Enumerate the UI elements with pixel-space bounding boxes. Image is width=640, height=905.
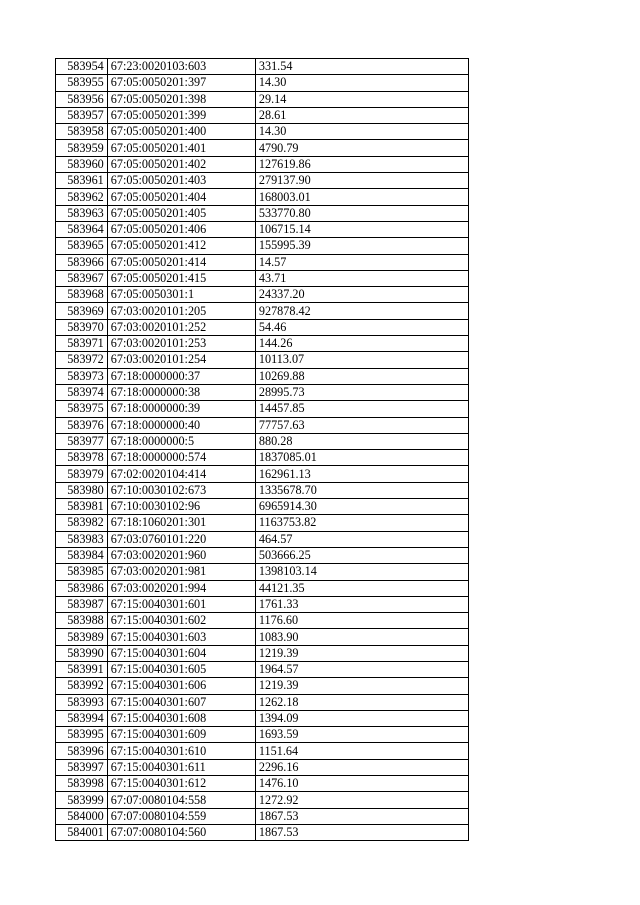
table-row (56, 694, 469, 710)
cadastral-number-cell: 67:05:0050201:397 (107, 75, 255, 91)
table-row (56, 124, 469, 140)
table-row (56, 59, 469, 75)
row-id-cell: 583966 (56, 254, 108, 270)
cadastral-number-cell: 67:15:0040301:609 (107, 727, 255, 743)
cadastral-number-cell: 67:07:0080104:560 (107, 824, 255, 840)
row-id-cell: 583981 (56, 499, 108, 515)
value-cell: 1394.09 (255, 710, 468, 726)
row-id-cell: 583983 (56, 531, 108, 547)
value-cell: 927878.42 (255, 303, 468, 319)
table-row (56, 156, 469, 172)
cadastral-number-cell: 67:18:0000000:574 (107, 450, 255, 466)
cadastral-number-cell: 67:05:0050201:401 (107, 140, 255, 156)
cadastral-number-cell: 67:05:0050201:412 (107, 238, 255, 254)
row-id-cell: 583995 (56, 727, 108, 743)
table-row (56, 645, 469, 661)
row-id-cell: 583993 (56, 694, 108, 710)
cadastral-number-cell: 67:18:0000000:40 (107, 417, 255, 433)
table-row (56, 580, 469, 596)
table-row (56, 433, 469, 449)
value-cell: 43.71 (255, 270, 468, 286)
row-id-cell: 583968 (56, 287, 108, 303)
cadastral-number-cell: 67:03:0020201:960 (107, 547, 255, 563)
row-id-cell: 583956 (56, 91, 108, 107)
value-cell: 10113.07 (255, 352, 468, 368)
table-row (56, 303, 469, 319)
row-id-cell: 583990 (56, 645, 108, 661)
value-cell: 14.30 (255, 124, 468, 140)
cadastral-number-cell: 67:15:0040301:606 (107, 678, 255, 694)
table-row (56, 368, 469, 384)
row-id-cell: 583984 (56, 547, 108, 563)
value-cell: 155995.39 (255, 238, 468, 254)
row-id-cell: 583985 (56, 564, 108, 580)
table-row (56, 384, 469, 400)
value-cell: 44121.35 (255, 580, 468, 596)
row-id-cell: 583957 (56, 107, 108, 123)
value-cell: 1219.39 (255, 645, 468, 661)
cadastral-number-cell: 67:02:0020104:414 (107, 466, 255, 482)
data-table (55, 58, 469, 841)
value-cell: 331.54 (255, 59, 468, 75)
cadastral-number-cell: 67:07:0080104:558 (107, 792, 255, 808)
row-id-cell: 584000 (56, 808, 108, 824)
value-cell: 1476.10 (255, 776, 468, 792)
cadastral-number-cell: 67:07:0080104:559 (107, 808, 255, 824)
table-row (56, 499, 469, 515)
value-cell: 1335678.70 (255, 482, 468, 498)
value-cell: 28995.73 (255, 384, 468, 400)
row-id-cell: 583961 (56, 173, 108, 189)
value-cell: 4790.79 (255, 140, 468, 156)
table-row (56, 564, 469, 580)
table-row (56, 743, 469, 759)
table-row (56, 710, 469, 726)
table-row (56, 596, 469, 612)
cadastral-number-cell: 67:18:0000000:39 (107, 401, 255, 417)
value-cell: 464.57 (255, 531, 468, 547)
value-cell: 279137.90 (255, 173, 468, 189)
cadastral-number-cell: 67:15:0040301:608 (107, 710, 255, 726)
table-row (56, 352, 469, 368)
cadastral-number-cell: 67:05:0050201:414 (107, 254, 255, 270)
cadastral-number-cell: 67:15:0040301:611 (107, 759, 255, 775)
cadastral-number-cell: 67:03:0020201:994 (107, 580, 255, 596)
cadastral-number-cell: 67:05:0050201:404 (107, 189, 255, 205)
table-row (56, 189, 469, 205)
table-row (56, 450, 469, 466)
table-row (56, 678, 469, 694)
table-row (56, 629, 469, 645)
cadastral-number-cell: 67:15:0040301:612 (107, 776, 255, 792)
cadastral-number-cell: 67:03:0020101:253 (107, 336, 255, 352)
table-row (56, 759, 469, 775)
cadastral-number-cell: 67:15:0040301:603 (107, 629, 255, 645)
cadastral-number-cell: 67:15:0040301:605 (107, 661, 255, 677)
value-cell: 28.61 (255, 107, 468, 123)
row-id-cell: 583999 (56, 792, 108, 808)
table-row (56, 91, 469, 107)
row-id-cell: 583986 (56, 580, 108, 596)
value-cell: 14.57 (255, 254, 468, 270)
table-row (56, 792, 469, 808)
row-id-cell: 583978 (56, 450, 108, 466)
row-id-cell: 583989 (56, 629, 108, 645)
value-cell: 127619.86 (255, 156, 468, 172)
value-cell: 503666.25 (255, 547, 468, 563)
cadastral-number-cell: 67:15:0040301:602 (107, 613, 255, 629)
cadastral-number-cell: 67:15:0040301:604 (107, 645, 255, 661)
row-id-cell: 583960 (56, 156, 108, 172)
value-cell: 54.46 (255, 319, 468, 335)
cadastral-number-cell: 67:03:0020101:254 (107, 352, 255, 368)
table-row (56, 401, 469, 417)
row-id-cell: 583975 (56, 401, 108, 417)
row-id-cell: 583963 (56, 205, 108, 221)
cadastral-number-cell: 67:05:0050301:1 (107, 287, 255, 303)
row-id-cell: 583971 (56, 336, 108, 352)
table-row (56, 75, 469, 91)
row-id-cell: 583955 (56, 75, 108, 91)
table-row (56, 808, 469, 824)
table-row (56, 140, 469, 156)
cadastral-number-cell: 67:10:0030102:96 (107, 499, 255, 515)
row-id-cell: 583974 (56, 384, 108, 400)
cadastral-number-cell: 67:05:0050201:403 (107, 173, 255, 189)
cadastral-number-cell: 67:05:0050201:406 (107, 221, 255, 237)
value-cell: 14457.85 (255, 401, 468, 417)
value-cell: 1219.39 (255, 678, 468, 694)
table-row (56, 221, 469, 237)
cadastral-number-cell: 67:05:0050201:398 (107, 91, 255, 107)
table-row (56, 547, 469, 563)
cadastral-number-cell: 67:15:0040301:607 (107, 694, 255, 710)
value-cell: 162961.13 (255, 466, 468, 482)
table-row (56, 254, 469, 270)
table-row (56, 515, 469, 531)
row-id-cell: 583980 (56, 482, 108, 498)
value-cell: 1761.33 (255, 596, 468, 612)
table-row (56, 776, 469, 792)
table-row (56, 336, 469, 352)
row-id-cell: 583972 (56, 352, 108, 368)
row-id-cell: 583992 (56, 678, 108, 694)
row-id-cell: 583959 (56, 140, 108, 156)
cadastral-number-cell: 67:05:0050201:415 (107, 270, 255, 286)
row-id-cell: 583967 (56, 270, 108, 286)
value-cell: 1964.57 (255, 661, 468, 677)
value-cell: 29.14 (255, 91, 468, 107)
table-row (56, 661, 469, 677)
table-row (56, 205, 469, 221)
cadastral-number-cell: 67:18:0000000:5 (107, 433, 255, 449)
row-id-cell: 583979 (56, 466, 108, 482)
table-row (56, 613, 469, 629)
value-cell: 77757.63 (255, 417, 468, 433)
table-row (56, 238, 469, 254)
cadastral-number-cell: 67:03:0020101:205 (107, 303, 255, 319)
table-row (56, 417, 469, 433)
cadastral-number-cell: 67:18:0000000:38 (107, 384, 255, 400)
cadastral-number-cell: 67:15:0040301:610 (107, 743, 255, 759)
row-id-cell: 583969 (56, 303, 108, 319)
value-cell: 1837085.01 (255, 450, 468, 466)
row-id-cell: 583973 (56, 368, 108, 384)
value-cell: 6965914.30 (255, 499, 468, 515)
value-cell: 1176.60 (255, 613, 468, 629)
table-row (56, 824, 469, 840)
table-row (56, 107, 469, 123)
value-cell: 1083.90 (255, 629, 468, 645)
cadastral-number-cell: 67:10:0030102:673 (107, 482, 255, 498)
row-id-cell: 583994 (56, 710, 108, 726)
value-cell: 1693.59 (255, 727, 468, 743)
row-id-cell: 583996 (56, 743, 108, 759)
cadastral-number-cell: 67:18:0000000:37 (107, 368, 255, 384)
cadastral-number-cell: 67:18:1060201:301 (107, 515, 255, 531)
table-row (56, 727, 469, 743)
cadastral-number-cell: 67:03:0020201:981 (107, 564, 255, 580)
value-cell: 106715.14 (255, 221, 468, 237)
cadastral-number-cell: 67:15:0040301:601 (107, 596, 255, 612)
table-row (56, 531, 469, 547)
row-id-cell: 583964 (56, 221, 108, 237)
row-id-cell: 583998 (56, 776, 108, 792)
value-cell: 144.26 (255, 336, 468, 352)
row-id-cell: 583976 (56, 417, 108, 433)
table-row (56, 270, 469, 286)
row-id-cell: 583958 (56, 124, 108, 140)
value-cell: 1262.18 (255, 694, 468, 710)
row-id-cell: 583970 (56, 319, 108, 335)
cadastral-number-cell: 67:05:0050201:405 (107, 205, 255, 221)
table-row (56, 173, 469, 189)
value-cell: 1151.64 (255, 743, 468, 759)
value-cell: 1867.53 (255, 808, 468, 824)
value-cell: 2296.16 (255, 759, 468, 775)
row-id-cell: 583977 (56, 433, 108, 449)
cadastral-number-cell: 67:05:0050201:399 (107, 107, 255, 123)
table-row (56, 287, 469, 303)
row-id-cell: 583987 (56, 596, 108, 612)
value-cell: 1272.92 (255, 792, 468, 808)
value-cell: 10269.88 (255, 368, 468, 384)
cadastral-number-cell: 67:03:0020101:252 (107, 319, 255, 335)
value-cell: 168003.01 (255, 189, 468, 205)
value-cell: 533770.80 (255, 205, 468, 221)
value-cell: 14.30 (255, 75, 468, 91)
cadastral-number-cell: 67:03:0760101:220 (107, 531, 255, 547)
row-id-cell: 583965 (56, 238, 108, 254)
table-body (56, 59, 469, 841)
value-cell: 24337.20 (255, 287, 468, 303)
table-row (56, 482, 469, 498)
row-id-cell: 583982 (56, 515, 108, 531)
row-id-cell: 583997 (56, 759, 108, 775)
cadastral-number-cell: 67:05:0050201:400 (107, 124, 255, 140)
row-id-cell: 584001 (56, 824, 108, 840)
row-id-cell: 583954 (56, 59, 108, 75)
table-row (56, 319, 469, 335)
cadastral-number-cell: 67:23:0020103:603 (107, 59, 255, 75)
value-cell: 1398103.14 (255, 564, 468, 580)
row-id-cell: 583988 (56, 613, 108, 629)
value-cell: 1163753.82 (255, 515, 468, 531)
value-cell: 880.28 (255, 433, 468, 449)
cadastral-number-cell: 67:05:0050201:402 (107, 156, 255, 172)
row-id-cell: 583991 (56, 661, 108, 677)
value-cell: 1867.53 (255, 824, 468, 840)
row-id-cell: 583962 (56, 189, 108, 205)
table-row (56, 466, 469, 482)
